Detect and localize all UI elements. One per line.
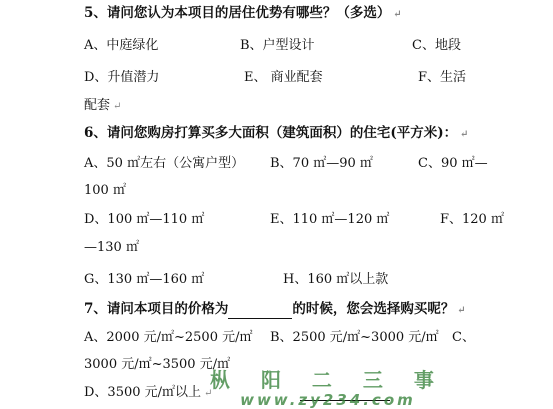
q6-title-text: 6、请问您购房打算买多大面积（建筑面积）的住宅(平方米)： (84, 125, 458, 141)
q6-option-g: G、130 ㎡—160 ㎡ (84, 272, 205, 287)
q7-option-d: D、3500 元/㎡以上 (84, 385, 202, 400)
q5-option-e: E、 商业配套 (244, 70, 323, 85)
q7-option-b: B、2500 元/㎡~3000 元/㎡ (270, 330, 439, 345)
q5-wrap-line (84, 97, 121, 116)
q6-option-d: D、100 ㎡—110 ㎡ (84, 212, 205, 227)
q7-option-a: A、2000 元/㎡~2500 元/㎡ (84, 330, 253, 345)
q6-option-f: F、120 ㎡ (440, 212, 504, 227)
q5-option-c: C、地段 (412, 38, 461, 53)
q6-row1-wrap: 100 ㎡ (84, 183, 126, 198)
q5-option-f: F、生活 (418, 70, 467, 85)
q6-option-e: E、110 ㎡—120 ㎡ (270, 212, 390, 227)
q7-title-after: 的时候，您会选择购买呢？ (292, 301, 455, 317)
return-mark-icon: ↵ (460, 129, 469, 140)
q7-option-d-line (84, 384, 212, 403)
q7-row2: 3000 元/㎡~3500 元/㎡ (84, 357, 231, 372)
q6-option-c: C、90 ㎡— (418, 156, 488, 171)
site-watermark (210, 364, 446, 409)
q7-title-before: 7、请问本项目的价格为 (84, 301, 229, 317)
q6-row2-wrap: —130 ㎡ (84, 240, 139, 255)
q5-option-d: D、升值潜力 (84, 70, 160, 85)
q6-option-h: H、160 ㎡以上款 (283, 272, 389, 287)
return-mark-icon: ↵ (457, 305, 466, 316)
q6-title (84, 124, 469, 144)
q7-option-c: C、 (452, 330, 475, 345)
return-mark-icon: ↵ (393, 9, 402, 20)
q5-title (84, 4, 402, 24)
return-mark-icon: ↵ (113, 101, 122, 112)
q7-price-blank (228, 300, 292, 319)
q5-option-a: A、中庭绿化 (84, 38, 159, 53)
watermark-url: www.zy234.com (240, 391, 416, 409)
q6-option-b: B、70 ㎡—90 ㎡ (270, 156, 373, 171)
q7-title (84, 300, 466, 320)
q6-option-a: A、50 ㎡左右（公寓户型） (84, 156, 245, 171)
watermark-text: 枞 阳 二 三 事 (210, 368, 446, 392)
q5-title-text: 5、请问您认为本项目的居住优势有哪些？（多选） (84, 5, 391, 21)
q5-wrap-text: 配套 (84, 98, 111, 113)
q5-option-b: B、户型设计 (240, 38, 315, 53)
return-mark-icon: ↵ (204, 388, 213, 399)
